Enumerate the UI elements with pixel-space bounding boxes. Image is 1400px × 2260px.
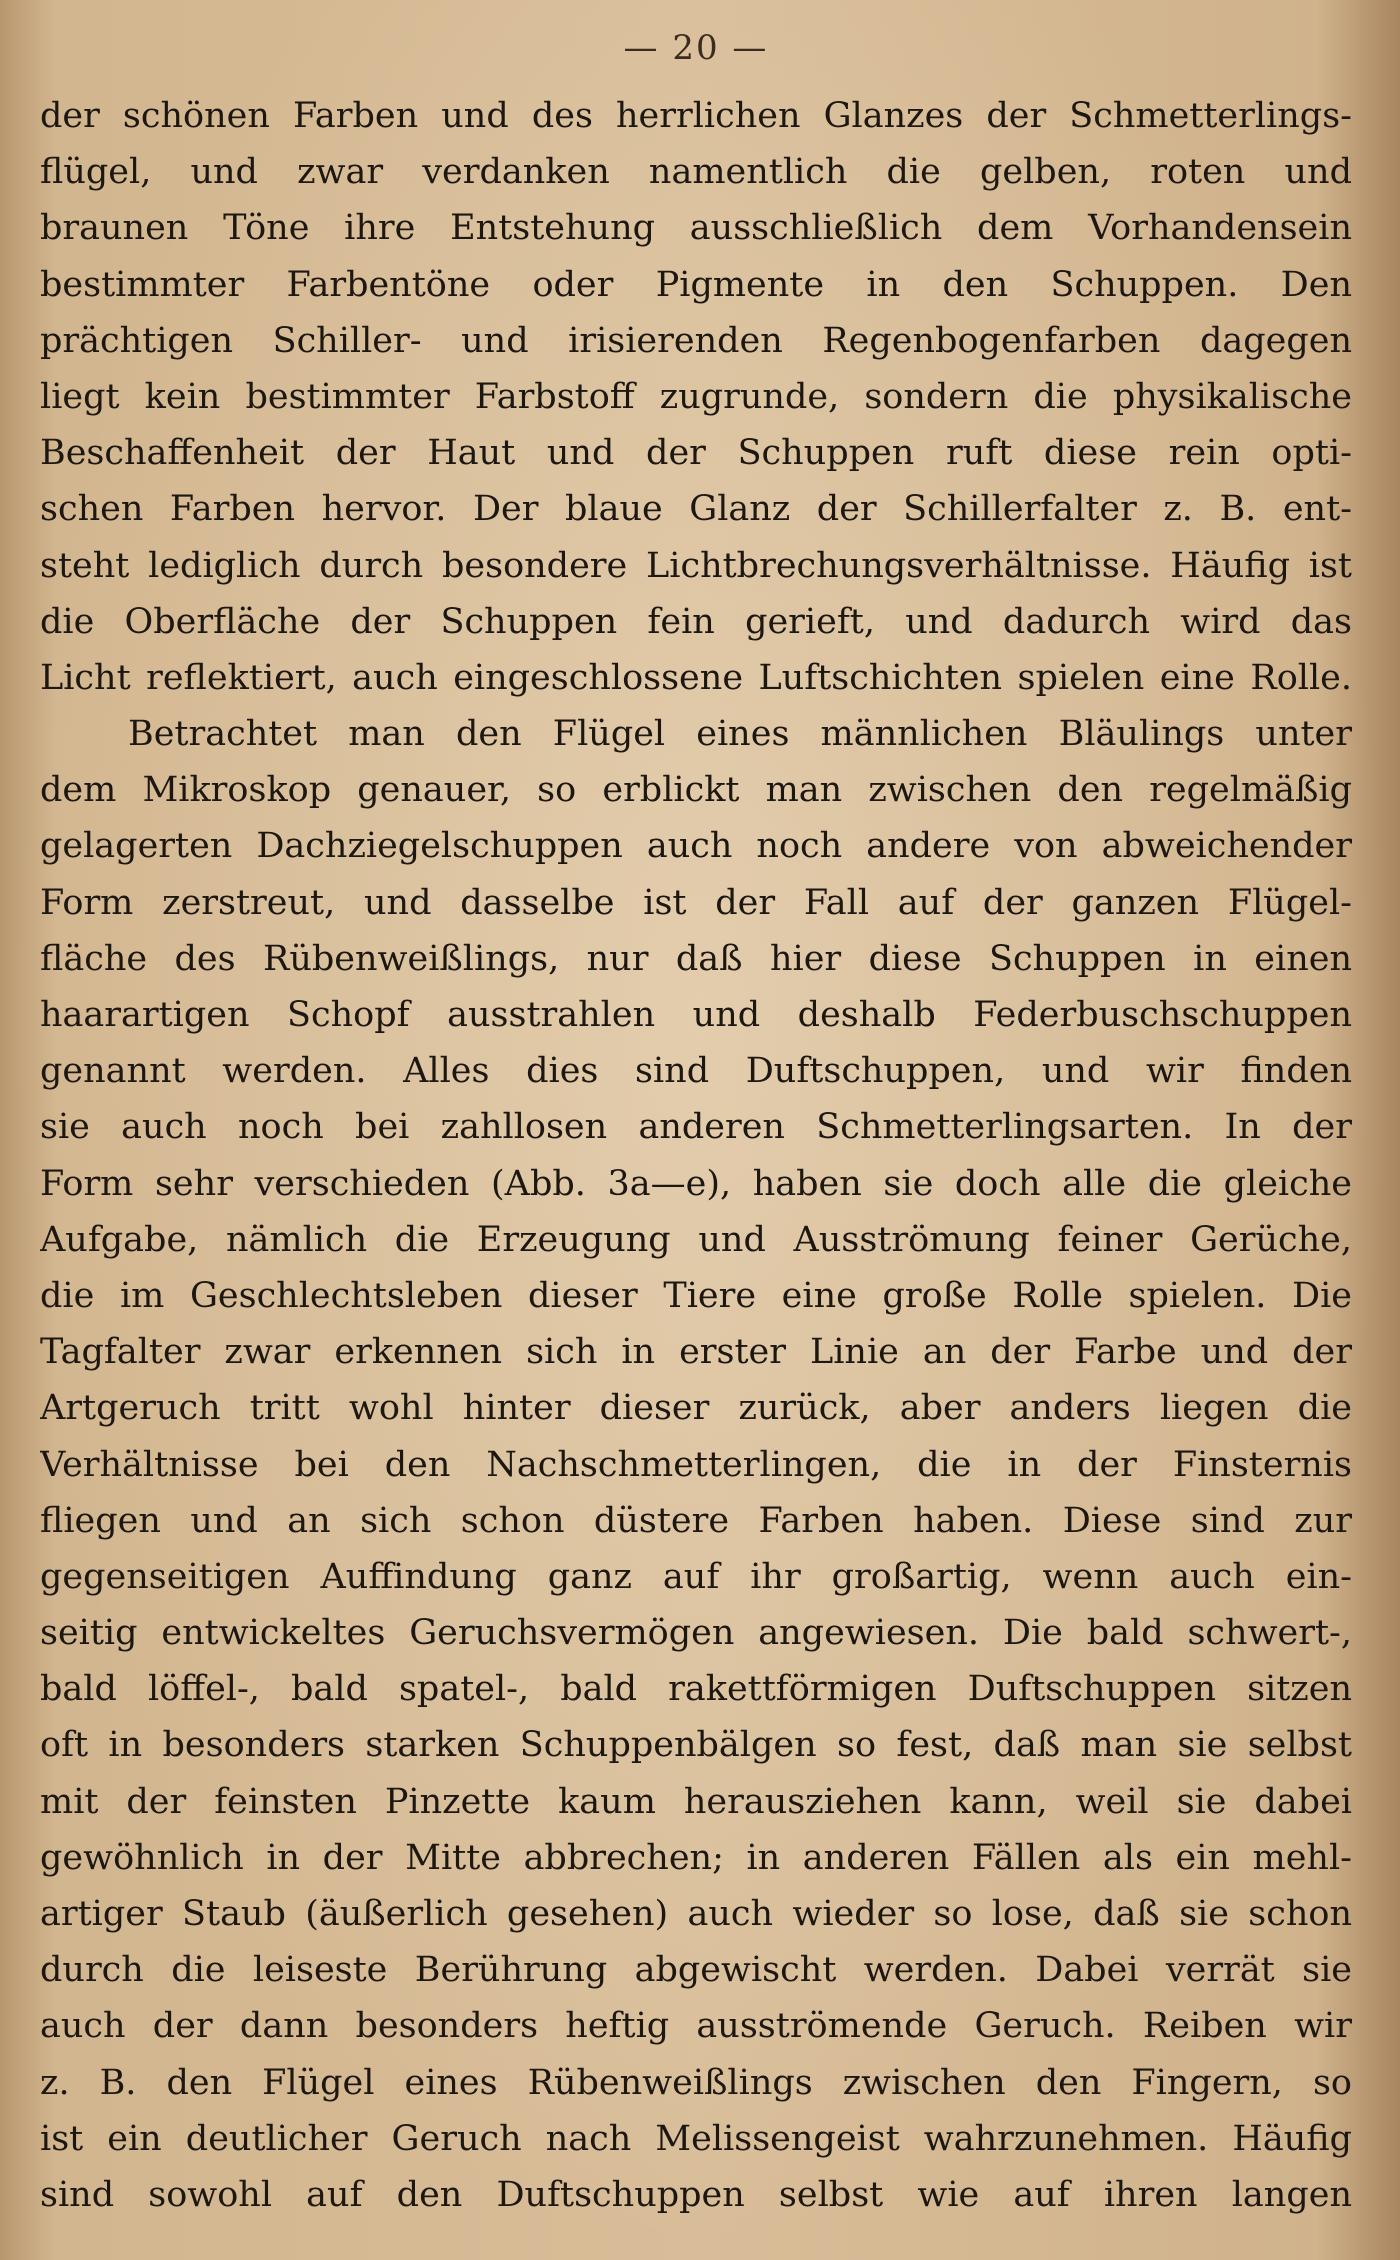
text-line: seitig entwickeltes Geruchsvermögen angewiesen. Die bald schwert-, (40, 1613, 1352, 1654)
text-line: prächtigen Schiller- und irisierenden Regenbogenfarben dagegen (40, 320, 1352, 361)
text-line: auch der dann besonders heftig ausströmende Geruch. Reiben wir (40, 2006, 1352, 2047)
text-line: liegt kein bestimmter Farbstoff zugrunde, sondern die physikalische (40, 376, 1352, 417)
text-line: gelagerten Dachziegelschuppen auch noch andere von abweichender (40, 826, 1352, 867)
text-line: steht lediglich durch besondere Lichtbrechungsverhältnisse. Häufig ist (40, 545, 1352, 586)
text-line: fliegen und an sich schon düstere Farben haben. Diese sind zur (40, 1500, 1352, 1541)
text-line: Aufgabe, nämlich die Erzeugung und Ausströmung feiner Gerüche, (40, 1219, 1352, 1260)
text-line: Tagfalter zwar erkennen sich in erster Linie an der Farbe und der (40, 1332, 1352, 1373)
text-line: bestimmter Farbentöne oder Pigmente in den Schuppen. Den (40, 264, 1352, 305)
text-line: sie auch noch bei zahllosen anderen Schmetterlingsarten. In der (40, 1107, 1352, 1148)
text-line: genannt werden. Alles dies sind Duftschuppen, und wir finden (40, 1051, 1352, 1092)
text-line: braunen Töne ihre Entstehung ausschließlich dem Vorhandensein (40, 208, 1352, 249)
text-line: durch die leiseste Berührung abgewischt werden. Dabei verrät sie (40, 1950, 1352, 1991)
text-line: bald löffel-, bald spatel-, bald rakettförmigen Duftschuppen sitzen (40, 1669, 1352, 1710)
text-line: Beschaffenheit der Haut und der Schuppen ruft diese rein opti- (40, 433, 1352, 474)
text-line: oft in besonders starken Schuppenbälgen so fest, daß man sie selbst (40, 1725, 1352, 1766)
text-line: gegenseitigen Auffindung ganz auf ihr großartig, wenn auch ein- (40, 1556, 1352, 1597)
text-line: flügel, und zwar verdanken namentlich die gelben, roten und (40, 152, 1352, 193)
text-line: Artgeruch tritt wohl hinter dieser zurück, aber anders liegen die (40, 1388, 1352, 1429)
text-line: fläche des Rübenweißlings, nur daß hier diese Schuppen in einen (40, 938, 1352, 979)
text-line: der schönen Farben und des herrlichen Glanzes der Schmetterlings- (40, 96, 1352, 136)
text-line: schen Farben hervor. Der blaue Glanz der Schillerfalter z. B. ent- (40, 489, 1352, 530)
text-line: die im Geschlechtsleben dieser Tiere eine große Rolle spielen. Die (40, 1275, 1352, 1316)
text-line: Betrachtet man den Flügel eines männlichen Bläulings unter (128, 714, 1352, 755)
paragraph-2 (40, 706, 1352, 2223)
text-line: sind sowohl auf den Duftschuppen selbst wie auf ihren langen (40, 2174, 1352, 2215)
text-line: gewöhnlich in der Mitte abbrechen; in anderen Fällen als ein mehl- (40, 1837, 1352, 1878)
text-line: Licht reflektiert, auch eingeschlossene Luftschichten spielen eine Rolle. (40, 657, 1352, 698)
text-line: die Oberfläche der Schuppen fein gerieft, und dadurch wird das (40, 601, 1352, 642)
text-line: mit der feinsten Pinzette kaum herausziehen kann, weil sie dabei (40, 1781, 1352, 1822)
paragraph-1 (40, 88, 1352, 706)
text-line: Form sehr verschieden (Abb. 3a—e), haben sie doch alle die gleiche (40, 1163, 1352, 1204)
text-line: Form zerstreut, und dasselbe ist der Fall auf der ganzen Flügel- (40, 882, 1352, 923)
text-line: z. B. den Flügel eines Rübenweißlings zwischen den Fingern, so (40, 2062, 1352, 2103)
text-line: haarartigen Schopf ausstrahlen und deshalb Federbuschschuppen (40, 995, 1352, 1035)
text-line: Verhältnisse bei den Nachschmetterlingen, die in der Finsternis (40, 1444, 1352, 1485)
text-line: dem Mikroskop genauer, so erblickt man zwischen den regelmäßig (40, 770, 1352, 811)
text-line: artiger Staub (äußerlich gesehen) auch wieder so lose, daß sie schon (40, 1894, 1352, 1934)
text-line: ist ein deutlicher Geruch nach Melissengeist wahrzunehmen. Häufig (40, 2118, 1352, 2159)
page-number: — 20 — (623, 28, 769, 68)
